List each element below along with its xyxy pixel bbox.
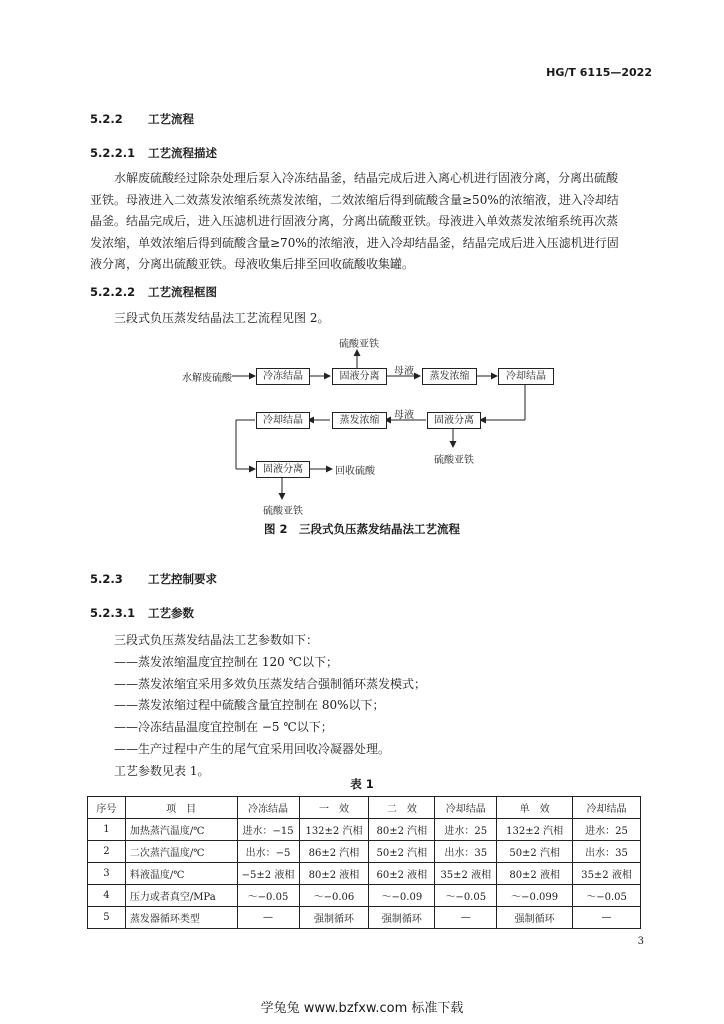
desc-line: 水解废硫酸经过除杂处理后泵入冷冻结晶釜，结晶完成后进入离心机进行固液分离，分离出硫酸 [114,171,619,185]
flow-mother-liquor-2: 母液 [394,410,414,421]
table-cell: 60±2 液相 [369,863,435,885]
table-row [88,863,641,885]
flow-box-solid-liquid-sep-2: 固液分离 [427,412,481,429]
param-line: ——蒸发浓缩宜采用多效负压蒸发结合强制循环蒸发模式； [114,676,427,691]
table-cell: ～−0.099 [497,885,573,907]
table-cell: 50±2 汽相 [369,841,435,863]
flow-box-solid-liquid-sep-3: 固液分离 [256,461,310,478]
heading-number: 5.2.3 [90,572,123,586]
desc-line: 晶釜。结晶完成后，进入压滤机进行固液分离，分离出硫酸亚铁。母液进入单效蒸发浓缩系统再次蒸 [90,214,619,228]
table-cell: −5±2 液相 [237,863,299,885]
table-cell: ～−0.06 [299,885,369,907]
heading-title: 工艺参数 [148,606,194,620]
flow-box-freeze-crystallize: 冷冻结晶 [256,368,310,385]
table-header: 冷却结晶 [573,797,641,819]
flow-input-label: 水解废硫酸 [182,373,232,384]
table-header: 冷却结晶 [435,797,497,819]
figure-caption: 图 2 三段式负压蒸发结晶法工艺流程 [263,522,460,536]
flow-recovery-sulfuric-acid: 回收硫酸 [335,466,375,477]
table-cell: — [573,907,641,929]
table-cell: 132±2 汽相 [497,819,573,841]
table-cell: 出水：35 [573,841,641,863]
table-row [88,885,641,907]
table-cell: ～−0.09 [369,885,435,907]
table-header: 项 目 [125,797,237,819]
table-cell: 料液温度/℃ [125,863,237,885]
table-cell: 进水：−15 [237,819,299,841]
table-cell: 86±2 汽相 [299,841,369,863]
heading-title: 工艺控制要求 [148,572,217,586]
table-cell: 压力或者真空/MPa [125,885,237,907]
heading-5-2-2-1 [90,145,217,161]
heading-title: 工艺流程框图 [148,285,217,299]
flow-box-cool-crystallize-1: 冷却结晶 [498,368,554,385]
table-cell: 进水：25 [573,819,641,841]
flow-box-solid-liquid-sep-1: 固液分离 [332,368,387,385]
heading-5-2-3 [90,571,217,587]
flow-mother-liquor-1: 母液 [394,366,414,377]
heading-5-2-2-2 [90,284,217,300]
table-cell: 强制循环 [497,907,573,929]
table-cell: 35±2 液相 [435,863,497,885]
heading-5-2-2 [90,111,194,127]
table-header: 单 效 [497,797,573,819]
heading-title: 工艺流程描述 [148,146,217,160]
table-cell: 2 [88,841,126,863]
table-cell: ～−0.05 [435,885,497,907]
param-line: ——生产过程中产生的尾气宜采用回收冷凝器处理。 [114,741,391,756]
table-header-row [88,797,641,819]
table-header: 序号 [88,797,126,819]
standard-code: HG/T 6115—2022 [546,66,652,79]
table-cell: 80±2 液相 [497,863,573,885]
table-cell: 80±2 液相 [299,863,369,885]
table-cell: 50±2 汽相 [497,841,573,863]
table-cell: ～−0.05 [237,885,299,907]
table-cell: 出水：35 [435,841,497,863]
flow-output-ferrous-sulfate-3: 硫酸亚铁 [263,506,303,517]
table-cell: — [435,907,497,929]
flow-box-cool-crystallize-2: 冷却结晶 [256,412,310,429]
table-header: 冷冻结晶 [237,797,299,819]
process-parameters-table [87,796,641,929]
table-cell: 加热蒸汽温度/℃ [125,819,237,841]
page-number: 3 [637,936,644,947]
table-cell: 80±2 汽相 [369,819,435,841]
flow-intro: 三段式负压蒸发结晶法工艺流程见图 2。 [114,311,330,325]
table-cell: 二次蒸汽温度/℃ [125,841,237,863]
flow-box-evaporate-1: 蒸发浓缩 [422,368,477,385]
footer-watermark: 学兔兔 www.bzfxw.com 标准下载 [260,1001,464,1016]
table-row [88,819,641,841]
heading-title: 工艺流程 [148,112,194,126]
table-cell: 5 [88,907,126,929]
param-line: ——蒸发浓缩过程中硫酸含量宜控制在 80%以下； [114,698,385,713]
table-cell: 蒸发器循环类型 [125,907,237,929]
heading-number: 5.2.3.1 [90,606,136,620]
desc-line: 液分离，分离出硫酸亚铁。母液收集后排至回收硫酸收集罐。 [90,257,415,271]
heading-5-2-3-1 [90,605,194,621]
table-cell: 出水：−5 [237,841,299,863]
table-row [88,841,641,863]
table-cell: 35±2 液相 [573,863,641,885]
table-cell: 132±2 汽相 [299,819,369,841]
table-caption: 表 1 [350,777,374,791]
param-list [114,630,426,783]
table-cell: 4 [88,885,126,907]
heading-number: 5.2.2.2 [90,285,136,299]
table-cell: ～−0.05 [573,885,641,907]
desc-line: 亚铁。母液进入二效蒸发浓缩系统蒸发浓缩，二效浓缩后得到硫酸含量≥50%的浓缩液，进入冷却结 [90,192,619,207]
table-cell: — [237,907,299,929]
table-cell: 强制循环 [369,907,435,929]
param-line: 三段式负压蒸发结晶法工艺参数如下： [114,633,319,647]
table-cell: 3 [88,863,126,885]
table-cell: 1 [88,819,126,841]
flow-output-ferrous-sulfate-1: 硫酸亚铁 [339,339,379,350]
heading-number: 5.2.2.1 [90,146,136,160]
table-header: 一 效 [299,797,369,819]
param-line: ——蒸发浓缩温度宜控制在 120 ℃以下； [114,654,338,669]
table-header: 二 效 [369,797,435,819]
heading-number: 5.2.2 [90,112,123,126]
table-cell: 进水：25 [435,819,497,841]
param-line: ——冷冻结晶温度宜控制在 −5 ℃以下； [114,720,333,735]
table-cell: 强制循环 [299,907,369,929]
desc-line: 发浓缩，单效浓缩后得到硫酸含量≥70%的浓缩液，进入冷却结晶釜，结晶完成后进入压滤机进行固 [90,235,619,250]
param-line: 工艺参数见表 1。 [114,763,210,778]
table-row [88,907,641,929]
flow-box-evaporate-2: 蒸发浓缩 [332,412,387,429]
flow-output-ferrous-sulfate-2: 硫酸亚铁 [434,455,474,466]
process-description [90,168,638,276]
